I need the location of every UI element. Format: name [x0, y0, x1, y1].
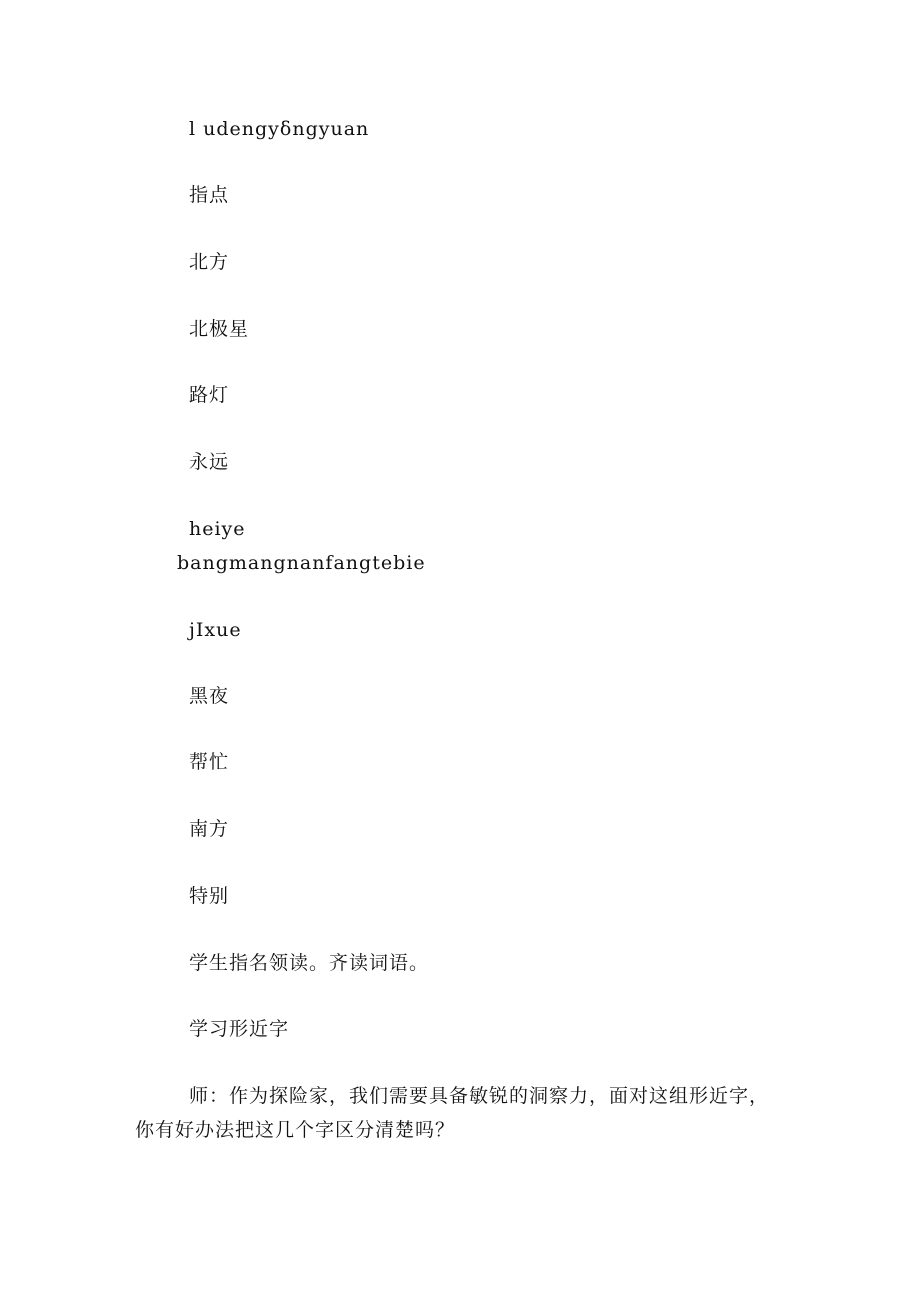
word-beijixing: 北极星	[189, 318, 250, 340]
section-heading: 学习形近字	[189, 1018, 290, 1040]
pinyin-line-heiye: heiye	[189, 518, 246, 540]
word-beifang: 北方	[189, 251, 230, 273]
pinyin-line-bangmang: bangmangnanfangtebie	[177, 552, 426, 574]
word-heiye: 黑夜	[189, 685, 230, 707]
word-ludeng: 路灯	[189, 384, 230, 406]
word-yongyuan: 永远	[189, 451, 230, 473]
word-nanfang: 南方	[189, 818, 230, 840]
pinyin-line-jixue: jIxue	[189, 619, 242, 641]
instruction-line: 学生指名领读。齐读词语。	[189, 952, 430, 974]
pinyin-line-ludengyongyuan: l udengyδngyuan	[189, 118, 370, 140]
paragraph-line-1: 师：作为探险家，我们需要具备敏锐的洞察力，面对这组形近字，	[189, 1085, 770, 1107]
paragraph-line-2: 你有好办法把这几个字区分清楚吗？	[135, 1119, 456, 1141]
word-tebie: 特别	[189, 885, 230, 907]
word-bangmang: 帮忙	[189, 751, 230, 773]
word-zhidian: 指点	[189, 184, 230, 206]
